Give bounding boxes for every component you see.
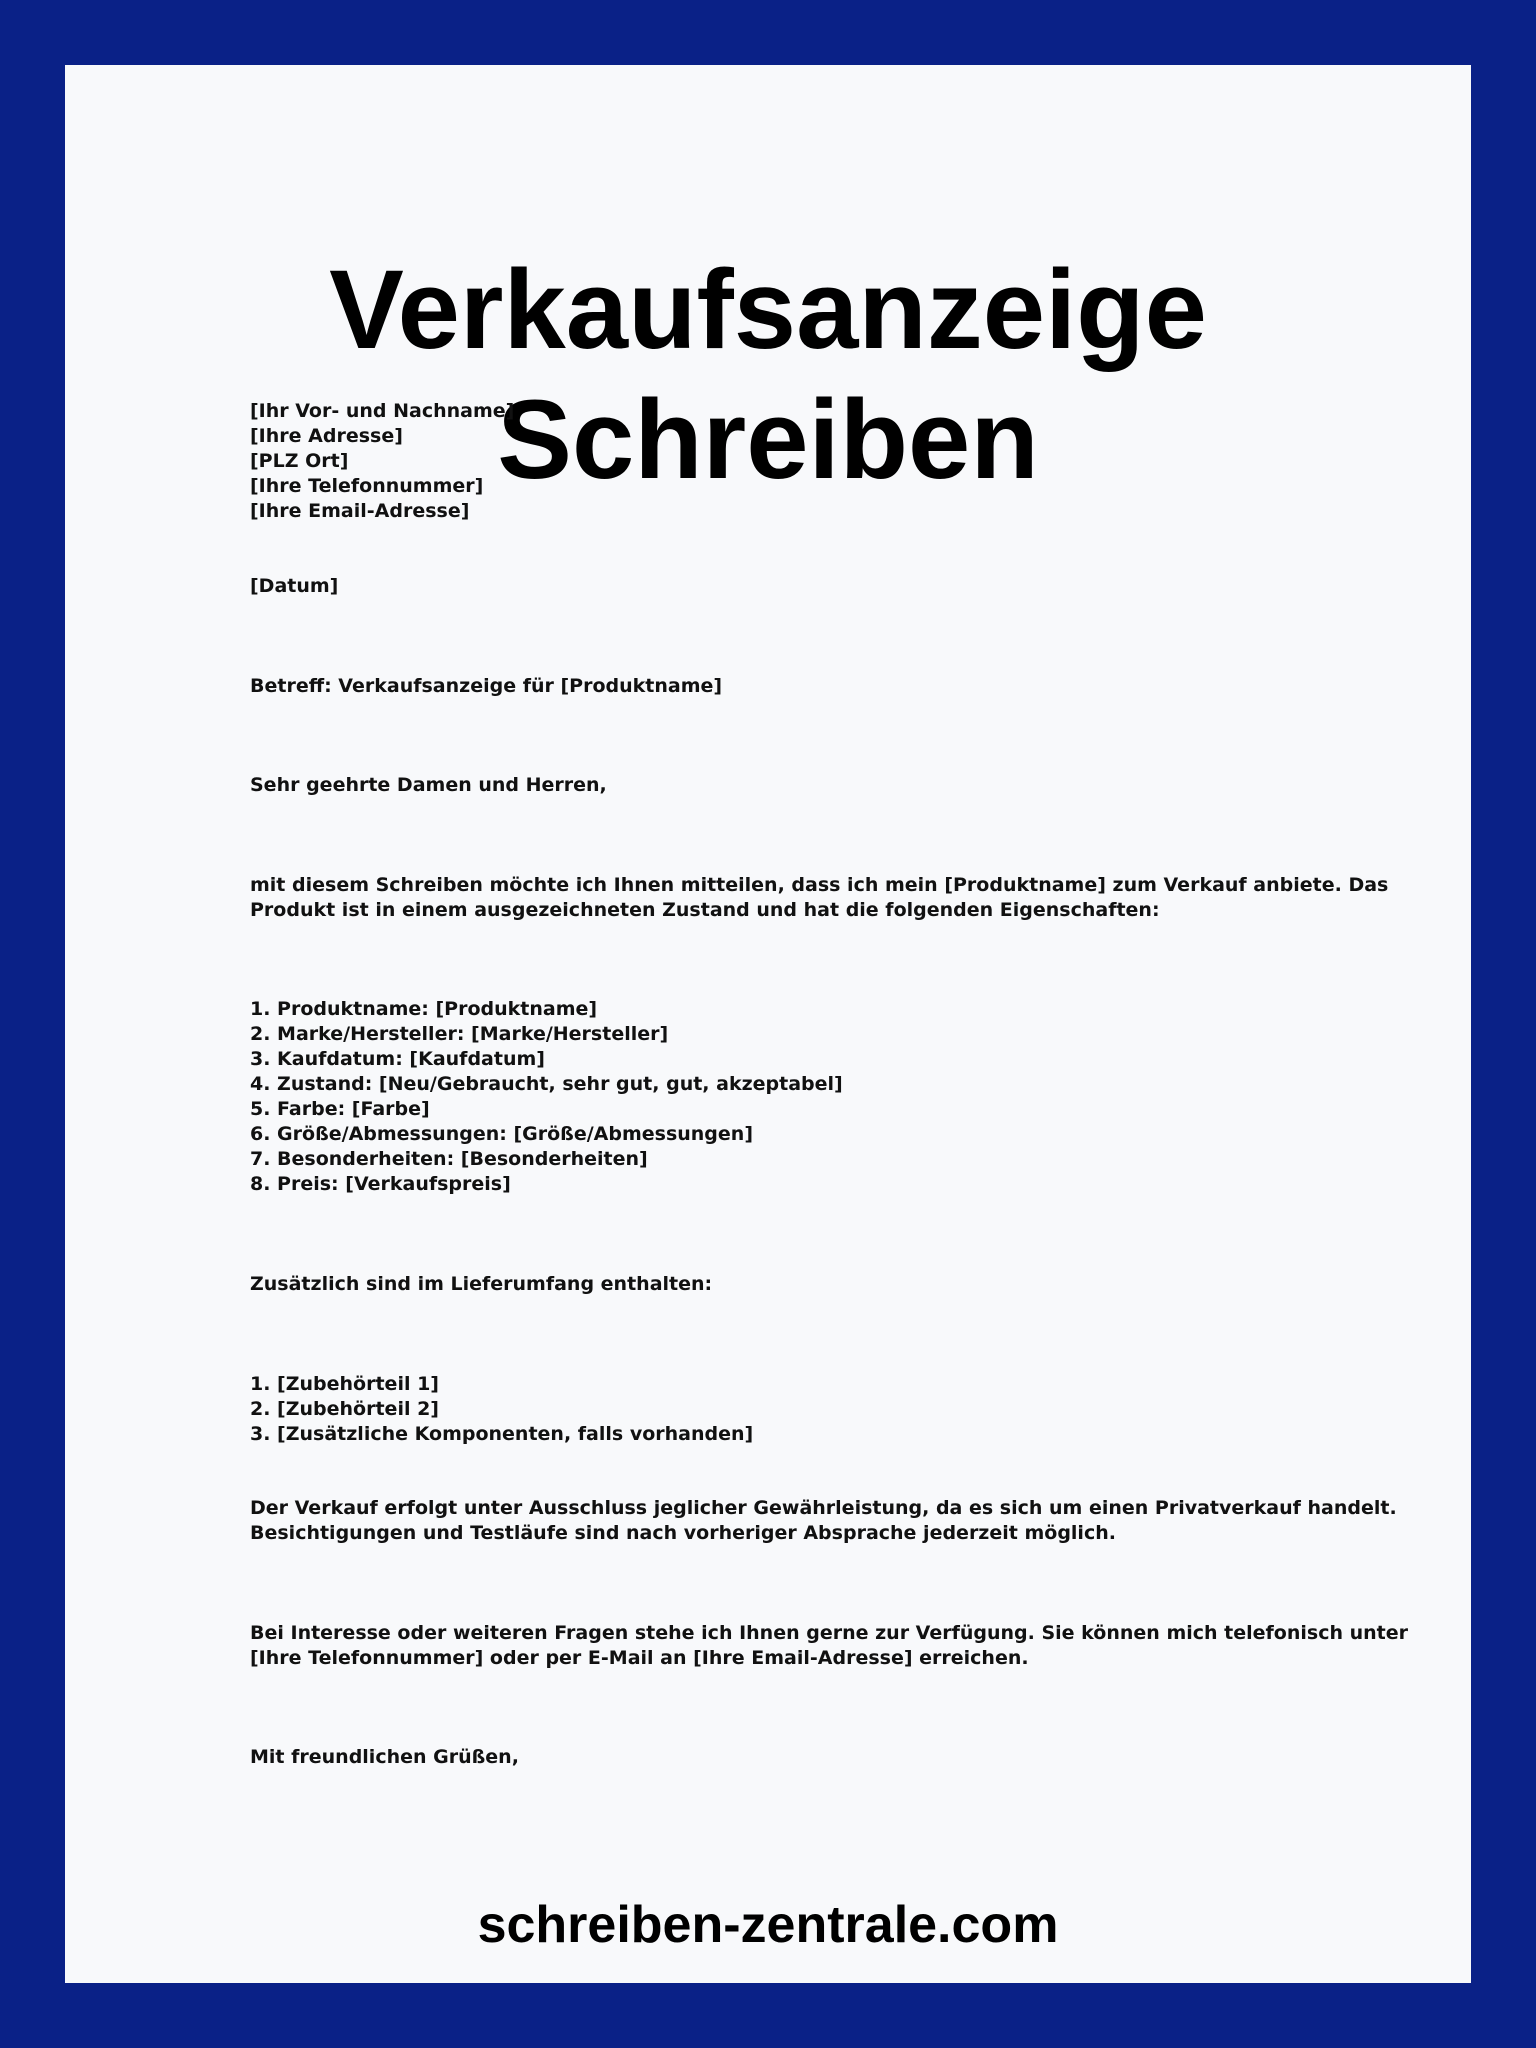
sender-city: [PLZ Ort] <box>250 450 349 472</box>
closing-text: Mit freundlichen Grüßen, <box>250 1746 519 1768</box>
intro-line-2: Produkt ist in einem ausgezeichneten Zustand und hat die folgenden Eigenschaften: <box>250 899 1160 921</box>
letter-closing <box>250 1745 519 1770</box>
list-item: 3. [Zusätzliche Komponenten, falls vorhanden] <box>250 1423 754 1445</box>
sender-email: [Ihre Email-Adresse] <box>250 500 470 522</box>
disclaimer-line-2: Besichtigungen und Testläufe sind nach vorheriger Absprache jederzeit möglich. <box>250 1522 1116 1544</box>
list-item: 2. [Zubehörteil 2] <box>250 1398 439 1420</box>
list-item: 3. Kaufdatum: [Kaufdatum] <box>250 1048 545 1070</box>
letter-date <box>250 574 338 599</box>
sender-name: [Ihr Vor- und Nachname] <box>250 400 515 422</box>
contact-line-2: [Ihre Telefonnummer] oder per E-Mail an [Ihre Email-Adresse] erreichen. <box>250 1647 1029 1669</box>
list-item: 8. Preis: [Verkaufspreis] <box>250 1173 511 1195</box>
contact-line-1: Bei Interesse oder weiteren Fragen stehe ich Ihnen gerne zur Verfügung. Sie können mich telefonisch unter <box>250 1622 1408 1644</box>
list-item: 5. Farbe: [Farbe] <box>250 1098 430 1120</box>
page-title: Verkaufsanzeige Schreiben <box>329 247 1207 502</box>
accessories-intro <box>250 1272 712 1297</box>
document-page <box>65 65 1471 1983</box>
sender-block <box>250 399 514 524</box>
list-item: 4. Zustand: [Neu/Gebraucht, sehr gut, gut, akzeptabel] <box>250 1073 843 1095</box>
letter-salutation <box>250 773 607 798</box>
site-footer: schreiben-zentrale.com <box>477 1896 1059 1954</box>
list-item: 6. Größe/Abmessungen: [Größe/Abmessungen] <box>250 1123 753 1145</box>
contact-paragraph <box>250 1621 1408 1671</box>
list-item: 7. Besonderheiten: [Besonderheiten] <box>250 1148 648 1170</box>
disclaimer-line-1: Der Verkauf erfolgt unter Ausschluss jeglicher Gewährleistung, da es sich um einen Privatverkauf handelt. <box>250 1497 1397 1519</box>
disclaimer-paragraph <box>250 1496 1397 1546</box>
intro-line-1: mit diesem Schreiben möchte ich Ihnen mitteilen, dass ich mein [Produktname] zum Verkauf anbiete. Das <box>250 874 1389 896</box>
subject-text: Betreff: Verkaufsanzeige für [Produktname] <box>250 675 723 697</box>
list-item: 2. Marke/Hersteller: [Marke/Hersteller] <box>250 1023 669 1045</box>
list-item: 1. Produktname: [Produktname] <box>250 998 598 1020</box>
list-item: 1. [Zubehörteil 1] <box>250 1373 439 1395</box>
sender-address: [Ihre Adresse] <box>250 425 403 447</box>
letter-subject <box>250 674 722 699</box>
salutation-text: Sehr geehrte Damen und Herren, <box>250 774 607 796</box>
accessories-intro-text: Zusätzlich sind im Lieferumfang enthalten: <box>250 1273 713 1295</box>
properties-list <box>250 997 843 1197</box>
accessories-list <box>250 1372 753 1447</box>
intro-paragraph <box>250 873 1388 923</box>
sender-phone: [Ihre Telefonnummer] <box>250 475 484 497</box>
date-text: [Datum] <box>250 575 339 597</box>
